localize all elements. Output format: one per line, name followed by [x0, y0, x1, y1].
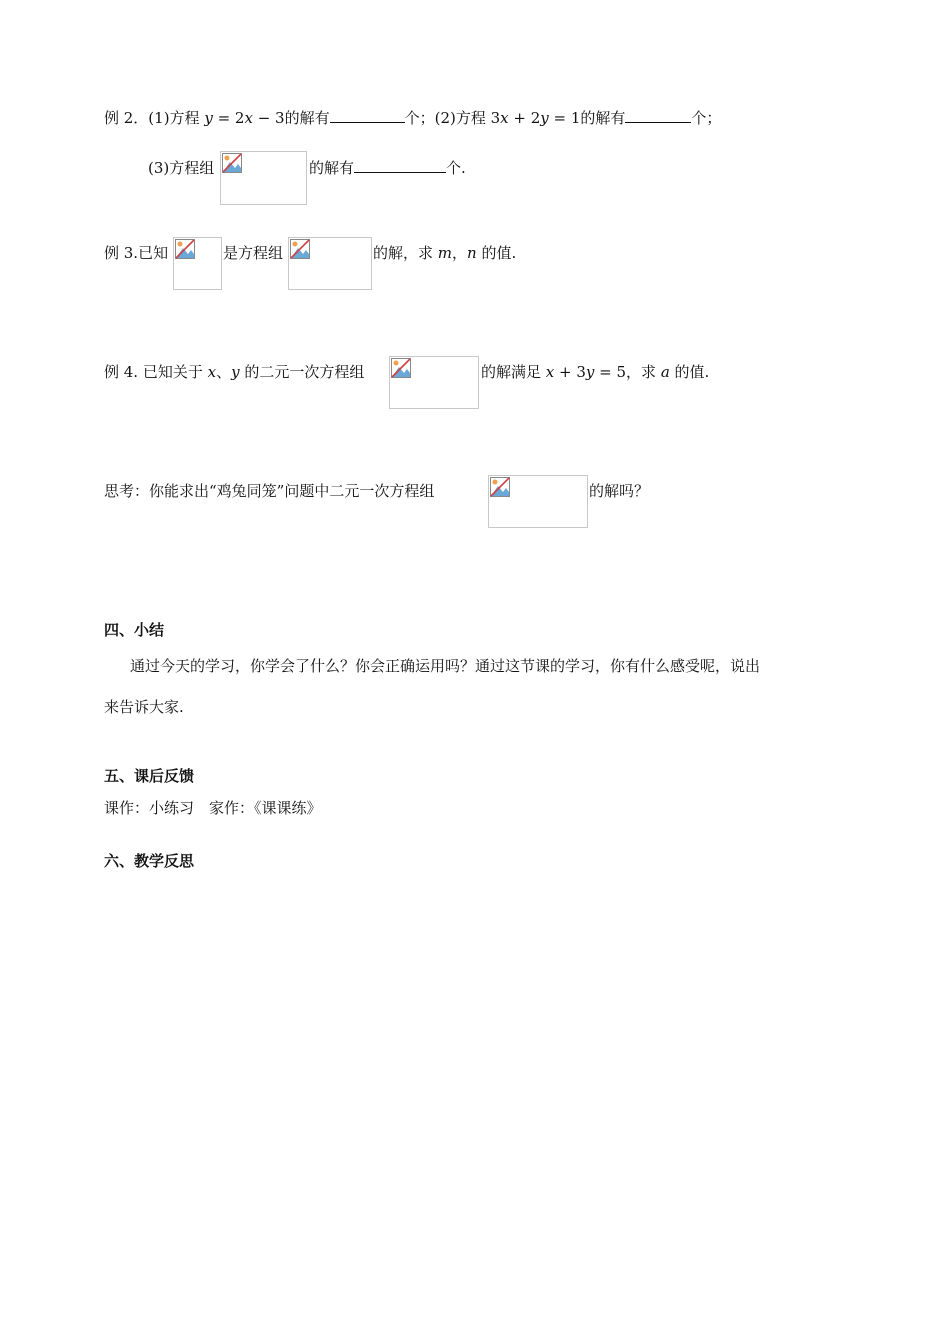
think-tail: [589, 481, 649, 501]
broken-image-icon: [490, 477, 510, 497]
example-4-tail: [481, 362, 709, 382]
var-y: y: [585, 363, 595, 381]
var-m: m: [437, 244, 453, 262]
ex3-mid: 是方程组: [223, 244, 284, 262]
example-3-mid: [223, 243, 283, 263]
equation-system-image-ex3: [288, 237, 372, 290]
broken-image-icon: [391, 358, 411, 378]
ex4-eq: = 5，求: [594, 363, 661, 381]
var-y: y: [540, 109, 549, 127]
ex4-sep: 、: [216, 363, 232, 381]
ex2-eq1: = 2: [212, 109, 245, 127]
ex3-comma: ，: [452, 244, 468, 262]
ex2-label: 例 2．(1)方程: [104, 109, 205, 127]
example-2-line-1: [104, 108, 721, 128]
section-4-para-1: 通过今天的学习，你学会了什么？你会正确运用吗？通过这节课的学习，你有什么感受呢，说出: [130, 657, 761, 675]
broken-image-icon: [175, 239, 195, 259]
ex3-tail1: 的解，求: [373, 244, 438, 262]
equation-system-image-ex2: [220, 151, 307, 205]
ex4-label: 例 4. 已知关于: [104, 363, 208, 381]
solution-image-ex3: [173, 237, 222, 290]
ex4-mid: 的二元一次方程组: [239, 363, 365, 381]
example-2-line-2: [148, 158, 214, 178]
var-x: x: [500, 109, 509, 127]
answer-blank-2: [625, 108, 691, 123]
think-question: [104, 481, 434, 501]
broken-image-icon: [290, 239, 310, 259]
var-y: y: [231, 363, 240, 381]
ex2-plus: + 2: [508, 109, 541, 127]
equation-system-image-think: [488, 475, 588, 528]
var-x: x: [545, 363, 555, 381]
ex4-plus: + 3: [554, 363, 586, 381]
think-text: 思考：你能求出“鸡兔同笼”问题中二元一次方程组: [104, 482, 435, 500]
example-3-tail: [373, 243, 516, 263]
var-x: x: [207, 363, 217, 381]
var-n: n: [467, 244, 477, 262]
example-2-line-2-tail: [309, 158, 466, 178]
ex3-tail2: 的值.: [476, 244, 517, 262]
ex4-tail2: 的值.: [669, 363, 710, 381]
var-y: y: [204, 109, 213, 127]
ex2-eq2: = 1的解有: [548, 109, 626, 127]
ex2-part3b: 的解有: [309, 159, 355, 177]
section-5-heading: 五、课后反馈: [104, 767, 195, 785]
section-4-heading: 四、小结: [104, 621, 165, 639]
ex2-unit3: 个.: [446, 159, 466, 177]
answer-blank-1: [330, 108, 405, 123]
var-a: a: [660, 363, 670, 381]
equation-system-image-ex4: [389, 356, 479, 409]
ex2-eq1b: − 3的解有: [252, 109, 330, 127]
ex2-unit2: 个；: [691, 109, 722, 127]
ex2-part3: (3)方程组: [148, 159, 215, 177]
answer-blank-3: [354, 158, 446, 173]
ex4-tail1: 的解满足: [481, 363, 546, 381]
ex2-unit1: 个；(2)方程 3: [404, 109, 501, 127]
var-x: x: [244, 109, 253, 127]
example-4-label: [104, 362, 364, 382]
broken-image-icon: [222, 153, 242, 173]
section-4-para-2: 来告诉大家.: [104, 698, 184, 716]
section-6-heading: 六、教学反思: [104, 852, 195, 870]
section-5-text: 课作：小练习 家作：《课课练》: [104, 799, 322, 817]
think-tail-text: 的解吗？: [589, 482, 650, 500]
example-3-label: [104, 243, 168, 263]
ex3-label: 例 3.已知: [104, 244, 169, 262]
